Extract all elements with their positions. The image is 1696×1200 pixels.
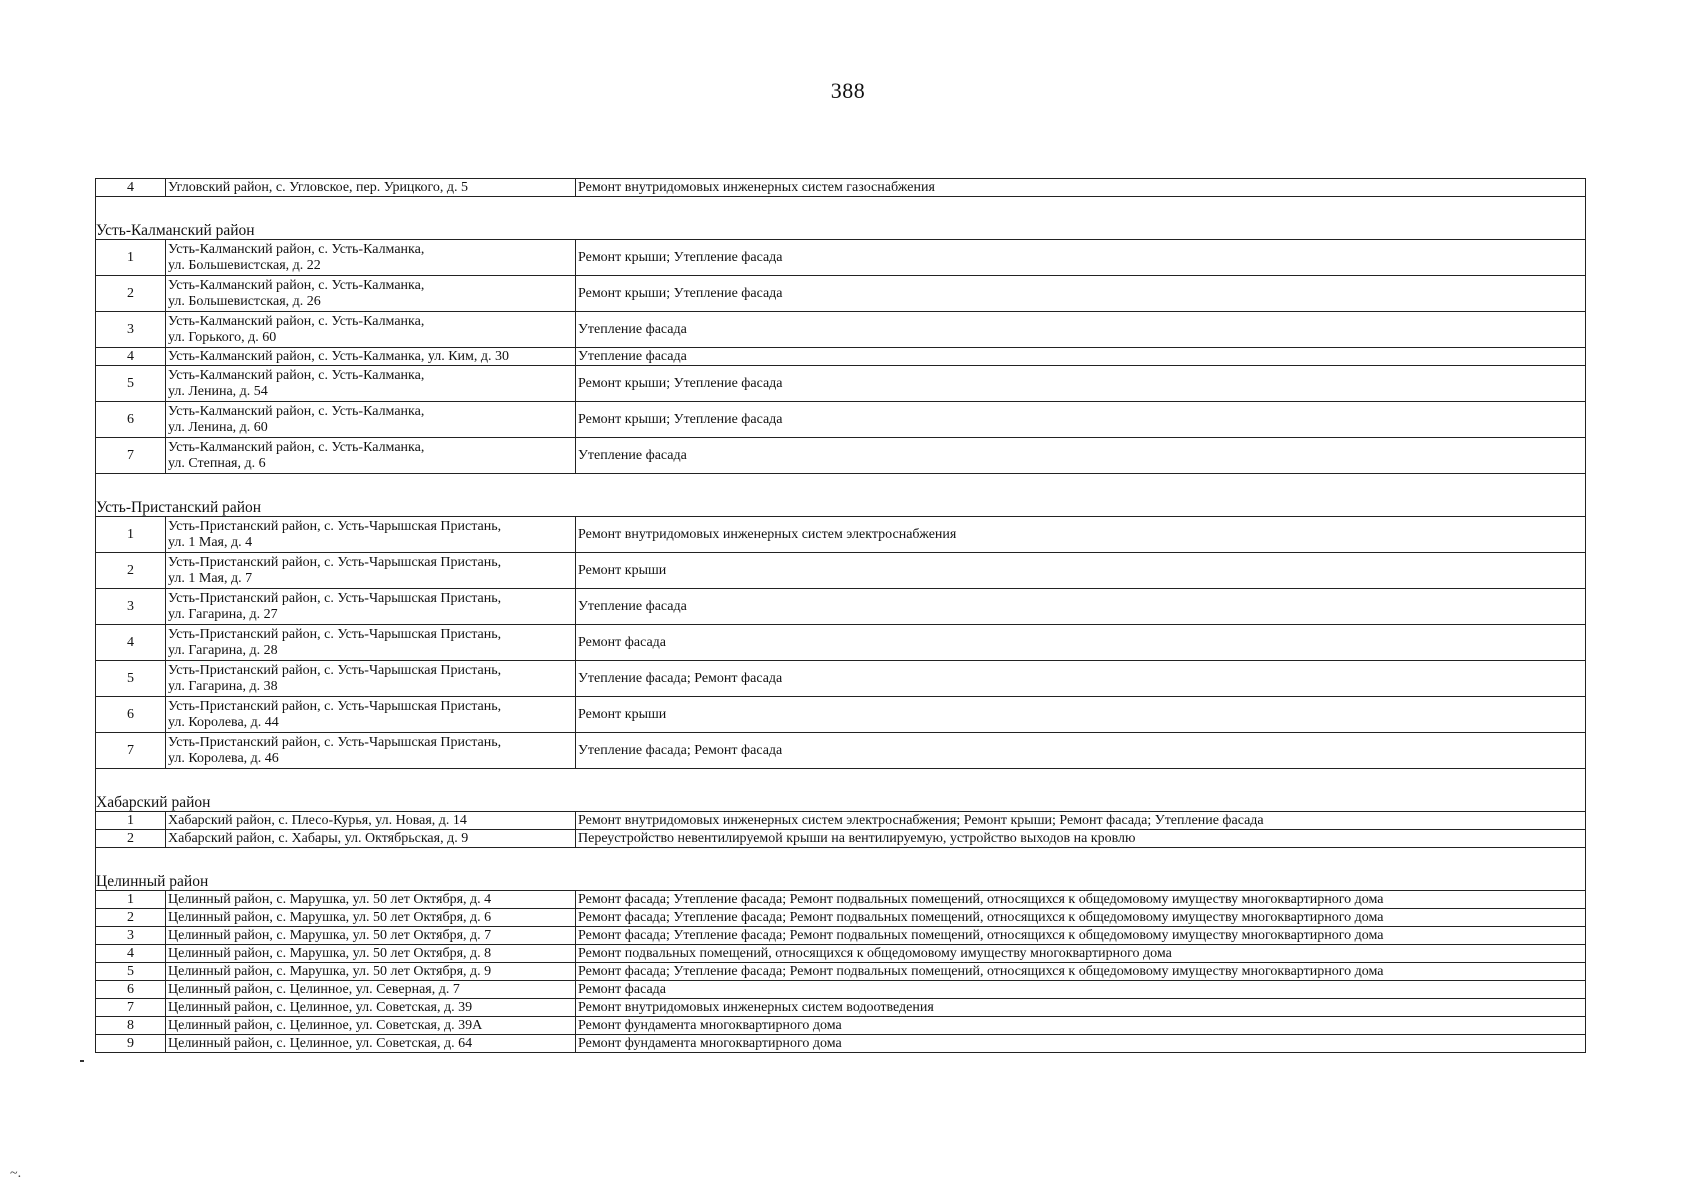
table-row bbox=[96, 733, 1586, 769]
section-header-row bbox=[96, 197, 1586, 240]
row-address bbox=[166, 240, 576, 276]
row-number: 3 bbox=[96, 927, 166, 945]
row-address bbox=[166, 402, 576, 438]
address-line-1: Усть-Калманский район, с. Усть-Калманка, bbox=[168, 313, 425, 329]
row-address bbox=[166, 517, 576, 553]
row-number: 6 bbox=[96, 981, 166, 999]
address-line-1: Целинный район, с. Марушка, ул. 50 лет Октября, д. 9 bbox=[168, 963, 492, 979]
row-number: 4 bbox=[96, 348, 166, 366]
table-row bbox=[96, 625, 1586, 661]
address-line-1: Усть-Пристанский район, с. Усть-Чарышская Пристань, bbox=[168, 662, 502, 678]
table-row bbox=[96, 179, 1586, 197]
row-work-type: Ремонт крыши; Утепление фасада bbox=[576, 240, 1586, 276]
row-work-type: Ремонт крыши; Утепление фасада bbox=[576, 402, 1586, 438]
table-row bbox=[96, 276, 1586, 312]
table-row bbox=[96, 661, 1586, 697]
address-line-2: ул. Степная, д. 6 bbox=[168, 455, 266, 471]
table-row bbox=[96, 589, 1586, 625]
row-address bbox=[166, 733, 576, 769]
section-header-row bbox=[96, 848, 1586, 891]
table-row bbox=[96, 927, 1586, 945]
row-work-type: Ремонт внутридомовых инженерных систем электроснабжения bbox=[576, 517, 1586, 553]
section-header-row bbox=[96, 474, 1586, 517]
table-row bbox=[96, 240, 1586, 276]
address-line-2: ул. Королева, д. 44 bbox=[168, 714, 279, 730]
row-number: 3 bbox=[96, 589, 166, 625]
table-row bbox=[96, 963, 1586, 981]
table-row bbox=[96, 438, 1586, 474]
row-work-type: Утепление фасада bbox=[576, 348, 1586, 366]
row-work-type: Ремонт фасада; Утепление фасада; Ремонт подвальных помещений, относящихся к общедомовому имуществу многоквартирного дома bbox=[576, 891, 1586, 909]
row-work-type: Ремонт крыши bbox=[576, 553, 1586, 589]
section-title: Усть-Пристанский район bbox=[96, 474, 1586, 517]
row-work-type: Утепление фасада bbox=[576, 312, 1586, 348]
row-address: Угловский район, с. Угловское, пер. Урицкого, д. 5 bbox=[166, 179, 576, 197]
address-line-1: Усть-Пристанский район, с. Усть-Чарышская Пристань, bbox=[168, 554, 502, 570]
row-address bbox=[166, 1035, 576, 1053]
row-number: 2 bbox=[96, 830, 166, 848]
address-line-1: Целинный район, с. Марушка, ул. 50 лет Октября, д. 7 bbox=[168, 927, 492, 943]
row-address bbox=[166, 312, 576, 348]
address-line-1: Целинный район, с. Марушка, ул. 50 лет Октября, д. 6 bbox=[168, 909, 492, 925]
row-work-type: Ремонт внутридомовых инженерных систем газоснабжения bbox=[576, 179, 1586, 197]
row-number: 1 bbox=[96, 891, 166, 909]
address-line-1: Целинный район, с. Марушка, ул. 50 лет Октября, д. 4 bbox=[168, 891, 492, 907]
row-address bbox=[166, 963, 576, 981]
row-work-type: Ремонт крыши bbox=[576, 697, 1586, 733]
row-number: 4 bbox=[96, 625, 166, 661]
table-row bbox=[96, 830, 1586, 848]
table-row bbox=[96, 945, 1586, 963]
row-work-type: Ремонт фундамента многоквартирного дома bbox=[576, 1035, 1586, 1053]
address-line-2: ул. 1 Мая, д. 7 bbox=[168, 570, 253, 586]
row-number: 5 bbox=[96, 963, 166, 981]
address-line-1: Усть-Калманский район, с. Усть-Калманка, bbox=[168, 367, 425, 383]
address-line-1: Усть-Калманский район, с. Усть-Калманка, bbox=[168, 241, 425, 257]
row-number: 5 bbox=[96, 366, 166, 402]
row-work-type: Ремонт фундамента многоквартирного дома bbox=[576, 1017, 1586, 1035]
table-row bbox=[96, 553, 1586, 589]
address-line-1: Усть-Пристанский район, с. Усть-Чарышская Пристань, bbox=[168, 590, 502, 606]
address-line-2: ул. Большевистская, д. 22 bbox=[168, 257, 321, 273]
row-address bbox=[166, 812, 576, 830]
table-row bbox=[96, 891, 1586, 909]
row-work-type: Ремонт фасада bbox=[576, 981, 1586, 999]
address-line-1: Усть-Калманский район, с. Усть-Калманка, ул. Ким, д. 30 bbox=[168, 348, 510, 364]
address-line-1: Усть-Калманский район, с. Усть-Калманка, bbox=[168, 403, 425, 419]
row-address bbox=[166, 981, 576, 999]
address-line-2: ул. 1 Мая, д. 4 bbox=[168, 534, 253, 550]
address-line-1: Целинный район, с. Марушка, ул. 50 лет Октября, д. 8 bbox=[168, 945, 492, 961]
address-line-2: ул. Гагарина, д. 28 bbox=[168, 642, 278, 658]
row-work-type: Ремонт крыши; Утепление фасада bbox=[576, 366, 1586, 402]
scan-mark-corner: ~. bbox=[10, 1166, 22, 1181]
row-address bbox=[166, 909, 576, 927]
row-number: 3 bbox=[96, 312, 166, 348]
row-number: 7 bbox=[96, 438, 166, 474]
address-line-1: Усть-Пристанский район, с. Усть-Чарышская Пристань, bbox=[168, 626, 502, 642]
row-number: 8 bbox=[96, 1017, 166, 1035]
row-address bbox=[166, 830, 576, 848]
row-address bbox=[166, 438, 576, 474]
address-line-1: Усть-Пристанский район, с. Усть-Чарышская Пристань, bbox=[168, 518, 502, 534]
row-address bbox=[166, 661, 576, 697]
address-line-1: Целинный район, с. Целинное, ул. Советская, д. 64 bbox=[168, 1035, 473, 1051]
row-work-type: Ремонт фасада; Утепление фасада; Ремонт подвальных помещений, относящихся к общедомовому имуществу многоквартирного дома bbox=[576, 963, 1586, 981]
table-row bbox=[96, 517, 1586, 553]
row-work-type: Ремонт крыши; Утепление фасада bbox=[576, 276, 1586, 312]
row-number: 7 bbox=[96, 999, 166, 1017]
address-line-1: Усть-Калманский район, с. Усть-Калманка, bbox=[168, 277, 425, 293]
row-number: 2 bbox=[96, 276, 166, 312]
table-row bbox=[96, 999, 1586, 1017]
row-address bbox=[166, 553, 576, 589]
row-number: 4 bbox=[96, 945, 166, 963]
address-line-1: Усть-Пристанский район, с. Усть-Чарышская Пристань, bbox=[168, 734, 502, 750]
address-line-1: Усть-Пристанский район, с. Усть-Чарышская Пристань, bbox=[168, 698, 502, 714]
repair-list-table bbox=[95, 178, 1586, 1053]
row-number: 9 bbox=[96, 1035, 166, 1053]
address-line-1: Целинный район, с. Целинное, ул. Советская, д. 39 bbox=[168, 999, 473, 1015]
row-work-type: Утепление фасада; Ремонт фасада bbox=[576, 733, 1586, 769]
row-work-type: Ремонт фасада; Утепление фасада; Ремонт подвальных помещений, относящихся к общедомовому имуществу многоквартирного дома bbox=[576, 909, 1586, 927]
table-row bbox=[96, 909, 1586, 927]
address-line-1: Усть-Калманский район, с. Усть-Калманка, bbox=[168, 439, 425, 455]
row-work-type: Утепление фасада bbox=[576, 589, 1586, 625]
row-address bbox=[166, 366, 576, 402]
row-number: 7 bbox=[96, 733, 166, 769]
row-work-type: Переустройство невентилируемой крыши на вентилируемую, устройство выходов на кровлю bbox=[576, 830, 1586, 848]
section-title: Целинный район bbox=[96, 848, 1586, 891]
row-address bbox=[166, 697, 576, 733]
row-number: 1 bbox=[96, 240, 166, 276]
row-work-type: Ремонт внутридомовых инженерных систем электроснабжения; Ремонт крыши; Ремонт фасада; Утепление фасада bbox=[576, 812, 1586, 830]
row-address bbox=[166, 589, 576, 625]
row-address bbox=[166, 999, 576, 1017]
row-number: 6 bbox=[96, 402, 166, 438]
address-line-2: ул. Ленина, д. 60 bbox=[168, 419, 268, 435]
row-address bbox=[166, 945, 576, 963]
table-body bbox=[96, 179, 1586, 1053]
row-work-type: Ремонт фасада bbox=[576, 625, 1586, 661]
address-line-1: Хабарский район, с. Хабары, ул. Октябрьская, д. 9 bbox=[168, 830, 469, 846]
section-title: Усть-Калманский район bbox=[96, 197, 1586, 240]
row-work-type: Ремонт внутридомовых инженерных систем водоотведения bbox=[576, 999, 1586, 1017]
address-line-2: ул. Гагарина, д. 27 bbox=[168, 606, 278, 622]
row-number: 2 bbox=[96, 553, 166, 589]
address-line-2: ул. Гагарина, д. 38 bbox=[168, 678, 278, 694]
scan-mark bbox=[80, 1060, 84, 1062]
address-line-1: Целинный район, с. Целинное, ул. Северная, д. 7 bbox=[168, 981, 460, 997]
section-title: Хабарский район bbox=[96, 769, 1586, 812]
table-row bbox=[96, 981, 1586, 999]
row-number: 2 bbox=[96, 909, 166, 927]
row-address bbox=[166, 625, 576, 661]
row-address bbox=[166, 891, 576, 909]
table-row bbox=[96, 812, 1586, 830]
table-row bbox=[96, 402, 1586, 438]
row-work-type: Ремонт фасада; Утепление фасада; Ремонт подвальных помещений, относящихся к общедомовому имуществу многоквартирного дома bbox=[576, 927, 1586, 945]
address-line-1: Целинный район, с. Целинное, ул. Советская, д. 39А bbox=[168, 1017, 483, 1033]
row-work-type: Утепление фасада bbox=[576, 438, 1586, 474]
address-line-1: Хабарский район, с. Плесо-Курья, ул. Новая, д. 14 bbox=[168, 812, 467, 828]
table-row bbox=[96, 1035, 1586, 1053]
table-row bbox=[96, 312, 1586, 348]
row-work-type: Утепление фасада; Ремонт фасада bbox=[576, 661, 1586, 697]
row-number: 4 bbox=[96, 179, 166, 197]
table-row bbox=[96, 348, 1586, 366]
table-row bbox=[96, 366, 1586, 402]
row-work-type: Ремонт подвальных помещений, относящихся к общедомовому имуществу многоквартирного дома bbox=[576, 945, 1586, 963]
address-line-2: ул. Большевистская, д. 26 bbox=[168, 293, 321, 309]
row-address bbox=[166, 276, 576, 312]
row-address bbox=[166, 348, 576, 366]
row-address bbox=[166, 927, 576, 945]
table-row bbox=[96, 1017, 1586, 1035]
address-line-2: ул. Королева, д. 46 bbox=[168, 750, 279, 766]
page-number: 388 bbox=[830, 78, 866, 103]
row-address bbox=[166, 1017, 576, 1035]
row-number: 5 bbox=[96, 661, 166, 697]
row-number: 1 bbox=[96, 812, 166, 830]
address-line-2: ул. Ленина, д. 54 bbox=[168, 383, 268, 399]
table-row bbox=[96, 697, 1586, 733]
row-number: 1 bbox=[96, 517, 166, 553]
address-line-2: ул. Горького, д. 60 bbox=[168, 329, 277, 345]
section-header-row bbox=[96, 769, 1586, 812]
row-number: 6 bbox=[96, 697, 166, 733]
